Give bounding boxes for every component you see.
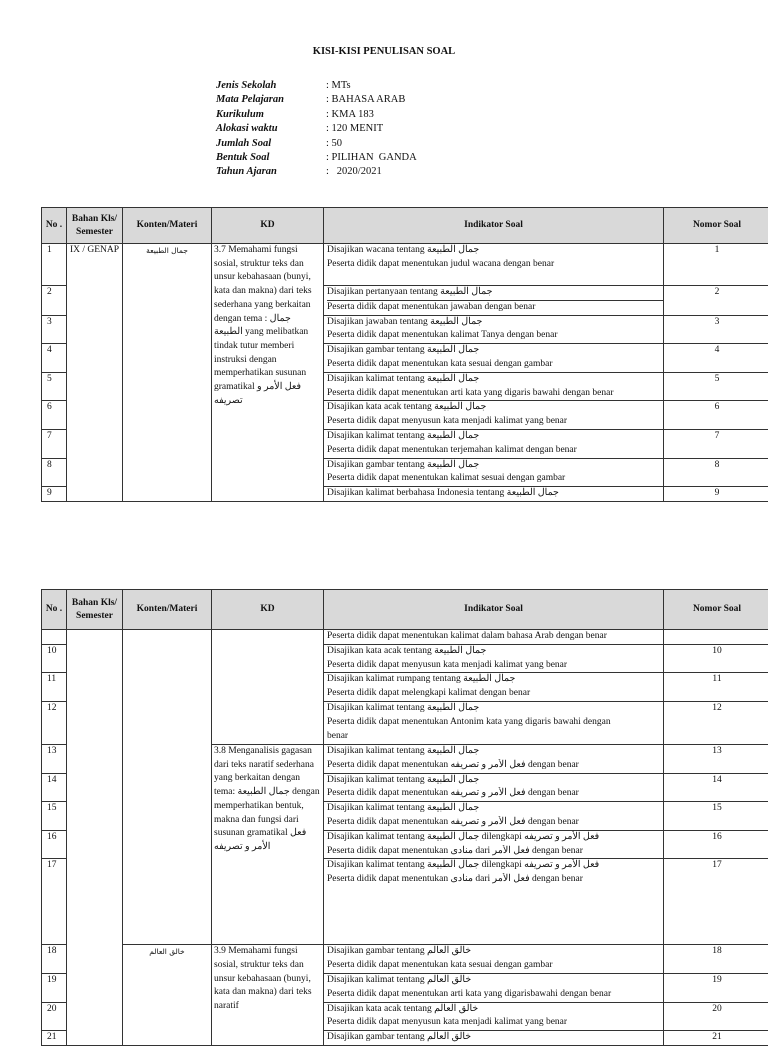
indikator-cell	[324, 644, 664, 673]
indikator-line: Peserta didik dapat menentukan kata sesuai dengan gambar	[327, 959, 663, 973]
indikator-cell	[324, 744, 664, 773]
konten-text: خالق العالم	[149, 947, 184, 956]
meta-key: Jenis Sekolah	[216, 79, 326, 93]
indikator-line: Peserta didik dapat menentukan منادى dari فعل الأمر dengan benar	[327, 873, 663, 887]
kd-cell: 3.9 Memahami fungsi sosial, struktur teks dan unsur kebahasaan (bunyi, kata dan makna) dari teks naratif	[212, 945, 324, 1046]
nomor-cell: 14	[664, 773, 768, 802]
indikator-cell	[324, 945, 664, 974]
meta-row-count	[216, 137, 417, 151]
row-no: 15	[42, 802, 67, 831]
table-header-row	[42, 208, 768, 244]
indikator-line: Disajikan kalimat berbahasa Indonesia tentang جمال الطبيعة	[327, 487, 663, 501]
nomor-cell: 8	[664, 458, 768, 487]
nomor-cell: 5	[664, 372, 768, 401]
header-nomor: Nomor Soal	[664, 590, 768, 630]
header-konten: Konten/Materi	[123, 208, 212, 244]
nomor-cell: 18	[664, 945, 768, 974]
nomor-cell: 7	[664, 429, 768, 458]
row-no: 7	[42, 429, 67, 458]
row-no: 13	[42, 744, 67, 773]
row-no: 1	[42, 244, 67, 286]
indikator-line: Peserta didik dapat menentukan kalimat Tanya dengan benar	[327, 329, 663, 343]
indikator-cell	[324, 1002, 664, 1031]
row-no: 19	[42, 973, 67, 1002]
indikator-line: Disajikan kata acak tentang جمال الطبيعة	[327, 401, 663, 415]
nomor-cell: 20	[664, 1002, 768, 1031]
nomor-cell: 3	[664, 315, 768, 344]
meta-row-school	[216, 79, 417, 93]
table-row	[42, 630, 768, 645]
nomor-cell: 17	[664, 859, 768, 945]
indikator-line: Peserta didik dapat menyusun kata menjadi kalimat yang benar	[327, 1016, 663, 1030]
header-kd: KD	[212, 208, 324, 244]
konten-text: جمال الطبيعة	[146, 246, 188, 255]
meta-value: : MTs	[326, 79, 351, 93]
indikator-line: Peserta didik dapat menentukan منادى dari فعل الأمر dengan benar	[327, 845, 663, 859]
indikator-line: Disajikan pertanyaan tentang جمال الطبيعة	[327, 286, 663, 300]
indikator-line: Disajikan jawaban tentang جمال الطبيعة	[327, 316, 663, 330]
row-no: 6	[42, 401, 67, 430]
konten-cell	[123, 630, 212, 945]
indikator-line: Peserta didik dapat menentukan jawaban dengan benar	[327, 300, 663, 315]
konten-cell	[123, 244, 212, 502]
row-no: 14	[42, 773, 67, 802]
indikator-cell	[324, 973, 664, 1002]
meta-row-curriculum	[216, 108, 417, 122]
indikator-line: Peserta didik dapat menentukan kalimat sesuai dengan gambar	[327, 472, 663, 486]
indikator-line: Peserta didik dapat menentukan فعل الأمر و تصريفه dengan benar	[327, 787, 663, 801]
row-no	[42, 630, 67, 645]
indikator-line: Disajikan gambar tentang خالق العالم	[327, 1031, 663, 1045]
indikator-line: Disajikan kalimat tentang جمال الطبيعة dilengkapi فعل الأمر و تصريفه	[327, 859, 663, 873]
meta-value: : 2020/2021	[326, 165, 382, 179]
indikator-cell	[324, 673, 664, 702]
bahan-cell: IX / GENAP	[67, 244, 123, 502]
header-no: No .	[42, 590, 67, 630]
indikator-cell	[324, 830, 664, 859]
meta-value: : 120 MENIT	[326, 122, 383, 136]
row-no: 18	[42, 945, 67, 974]
table-row	[42, 945, 768, 974]
kd-cell: 3.7 Memahami fungsi sosial, struktur teks dan unsur kebahasaan (bunyi, kata dan makna) dari teks sederhana yang berkaitan dengan tema : جمال الطبيعة yang melibatkan tindak tutur memberi instruksi dengan memperhatikan susunan gramatikal فعل الأمر و تصريفه	[212, 244, 324, 502]
indikator-line: Disajikan gambar tentang جمال الطبيعة	[327, 344, 663, 358]
table-header-row	[42, 590, 768, 630]
row-no: 21	[42, 1031, 67, 1046]
row-no: 10	[42, 644, 67, 673]
indikator-line: Peserta didik dapat menentukan kata sesuai dengan gambar	[327, 358, 663, 372]
meta-value: : 50	[326, 137, 342, 151]
nomor-cell: 13	[664, 744, 768, 773]
indikator-cell	[324, 1031, 664, 1046]
nomor-cell: 21	[664, 1031, 768, 1046]
document-meta	[216, 79, 417, 180]
meta-row-time	[216, 122, 417, 136]
kd-cell: 3.8 Menganalisis gagasan dari teks naratif sederhana yang berkaitan dengan tema: جمال الطبيعة dengan memperhatikan bentuk, makna dan fungsi dari susunan gramatikal فعل الأمر و تصريفه	[212, 744, 324, 944]
indikator-line: Peserta didik dapat menentukan terjemahan kalimat dengan benar	[327, 444, 663, 458]
indikator-line: Disajikan kalimat tentang خالق العالم	[327, 974, 663, 988]
meta-row-year	[216, 165, 417, 179]
konten-cell	[123, 945, 212, 1046]
indikator-line: Peserta didik dapat menentukan judul wacana dengan benar	[327, 258, 663, 272]
row-no: 12	[42, 701, 67, 744]
header-nomor: Nomor Soal	[664, 208, 768, 244]
nomor-cell: 11	[664, 673, 768, 702]
meta-key: Alokasi waktu	[216, 122, 326, 136]
grid-table-2	[41, 589, 768, 1046]
row-no: 2	[42, 286, 67, 316]
indikator-cell	[324, 773, 664, 802]
nomor-cell: 15	[664, 802, 768, 831]
indikator-line: Disajikan kalimat tentang جمال الطبيعة	[327, 774, 663, 788]
indikator-line: Disajikan kalimat tentang جمال الطبيعة	[327, 702, 663, 716]
table-row	[42, 244, 768, 286]
indikator-cell	[324, 286, 664, 316]
indikator-line: Disajikan kata acak tentang جمال الطبيعة	[327, 645, 663, 659]
row-no: 5	[42, 372, 67, 401]
indikator-line: Disajikan kalimat tentang جمال الطبيعة dilengkapi فعل الأمر و تصريفه	[327, 831, 663, 845]
indikator-cell	[324, 701, 664, 744]
meta-key: Mata Pelajaran	[216, 93, 326, 107]
bahan-cell	[67, 630, 123, 1046]
indikator-line: Peserta didik dapat menentukan arti kata yang digarisbawahi dengan benar	[327, 988, 663, 1002]
meta-key: Jumlah Soal	[216, 137, 326, 151]
indikator-line: Peserta didik dapat menentukan arti kata yang digaris bawahi dengan benar	[327, 387, 663, 401]
row-no: 4	[42, 344, 67, 373]
nomor-cell: 16	[664, 830, 768, 859]
indikator-line: Peserta didik dapat menyusun kata menjadi kalimat yang benar	[327, 415, 663, 429]
nomor-cell: 10	[664, 644, 768, 673]
row-no: 11	[42, 673, 67, 702]
row-no: 3	[42, 315, 67, 344]
indikator-line: Disajikan gambar tentang جمال الطبيعة	[327, 459, 663, 473]
header-bahan: Bahan Kls/ Semester	[67, 590, 123, 630]
row-no: 20	[42, 1002, 67, 1031]
header-indikator: Indikator Soal	[324, 590, 664, 630]
indikator-line: Disajikan kalimat tentang جمال الطبيعة	[327, 745, 663, 759]
indikator-cell	[324, 802, 664, 831]
indikator-cell	[324, 630, 664, 645]
nomor-cell: 12	[664, 701, 768, 744]
nomor-cell	[664, 630, 768, 645]
meta-value: : KMA 183	[326, 108, 374, 122]
header-bahan: Bahan Kls/ Semester	[67, 208, 123, 244]
indikator-cell	[324, 429, 664, 458]
nomor-cell: 9	[664, 487, 768, 502]
indikator-line: Disajikan kalimat rumpang tentang جمال الطبيعة	[327, 673, 663, 687]
indikator-cell	[324, 487, 664, 502]
meta-value: : BAHASA ARAB	[326, 93, 405, 107]
row-no: 9	[42, 487, 67, 502]
indikator-cell	[324, 859, 664, 945]
indikator-cell	[324, 458, 664, 487]
meta-key: Bentuk Soal	[216, 151, 326, 165]
indikator-cell	[324, 401, 664, 430]
nomor-cell: 4	[664, 344, 768, 373]
indikator-line: Peserta didik dapat menentukan فعل الأمر و تصريفه dengan benar	[327, 759, 663, 773]
grid-table-1	[41, 207, 768, 502]
header-konten: Konten/Materi	[123, 590, 212, 630]
indikator-cell	[324, 372, 664, 401]
meta-key: Kurikulum	[216, 108, 326, 122]
indikator-line: Disajikan kata acak tentang خالق العالم	[327, 1003, 663, 1017]
indikator-line: Disajikan wacana tentang جمال الطبيعة	[327, 244, 663, 258]
meta-row-subject	[216, 93, 417, 107]
indikator-cell	[324, 244, 664, 286]
meta-row-form	[216, 151, 417, 165]
nomor-cell: 6	[664, 401, 768, 430]
indikator-line: Peserta didik dapat menyusun kata menjadi kalimat yang benar	[327, 659, 663, 673]
indikator-line: benar	[327, 730, 663, 744]
header-indikator: Indikator Soal	[324, 208, 664, 244]
indikator-cell	[324, 344, 664, 373]
header-kd: KD	[212, 590, 324, 630]
meta-value: : PILIHAN GANDA	[326, 151, 417, 165]
nomor-cell: 2	[664, 286, 768, 316]
kd-cell	[212, 630, 324, 745]
indikator-line: Disajikan kalimat tentang جمال الطبيعة	[327, 430, 663, 444]
row-no: 16	[42, 830, 67, 859]
row-no: 17	[42, 859, 67, 945]
meta-key: Tahun Ajaran	[216, 165, 326, 179]
indikator-line: Peserta didik dapat menentukan kalimat dalam bahasa Arab dengan benar	[327, 630, 663, 644]
indikator-cell	[324, 315, 664, 344]
indikator-line: Disajikan kalimat tentang جمال الطبيعة	[327, 802, 663, 816]
document-title: KISI-KISI PENULISAN SOAL	[0, 46, 768, 57]
indikator-line: Peserta didik dapat menentukan Antonim kata yang digaris bawahi dengan	[327, 716, 663, 730]
header-no: No .	[42, 208, 67, 244]
indikator-line: Peserta didik dapat menentukan فعل الأمر و تصريفه dengan benar	[327, 816, 663, 830]
indikator-line: Disajikan kalimat tentang جمال الطبيعة	[327, 373, 663, 387]
nomor-cell: 1	[664, 244, 768, 286]
nomor-cell: 19	[664, 973, 768, 1002]
indikator-line: Disajikan gambar tentang خالق العالم	[327, 945, 663, 959]
row-no: 8	[42, 458, 67, 487]
indikator-line: Peserta didik dapat melengkapi kalimat dengan benar	[327, 687, 663, 701]
